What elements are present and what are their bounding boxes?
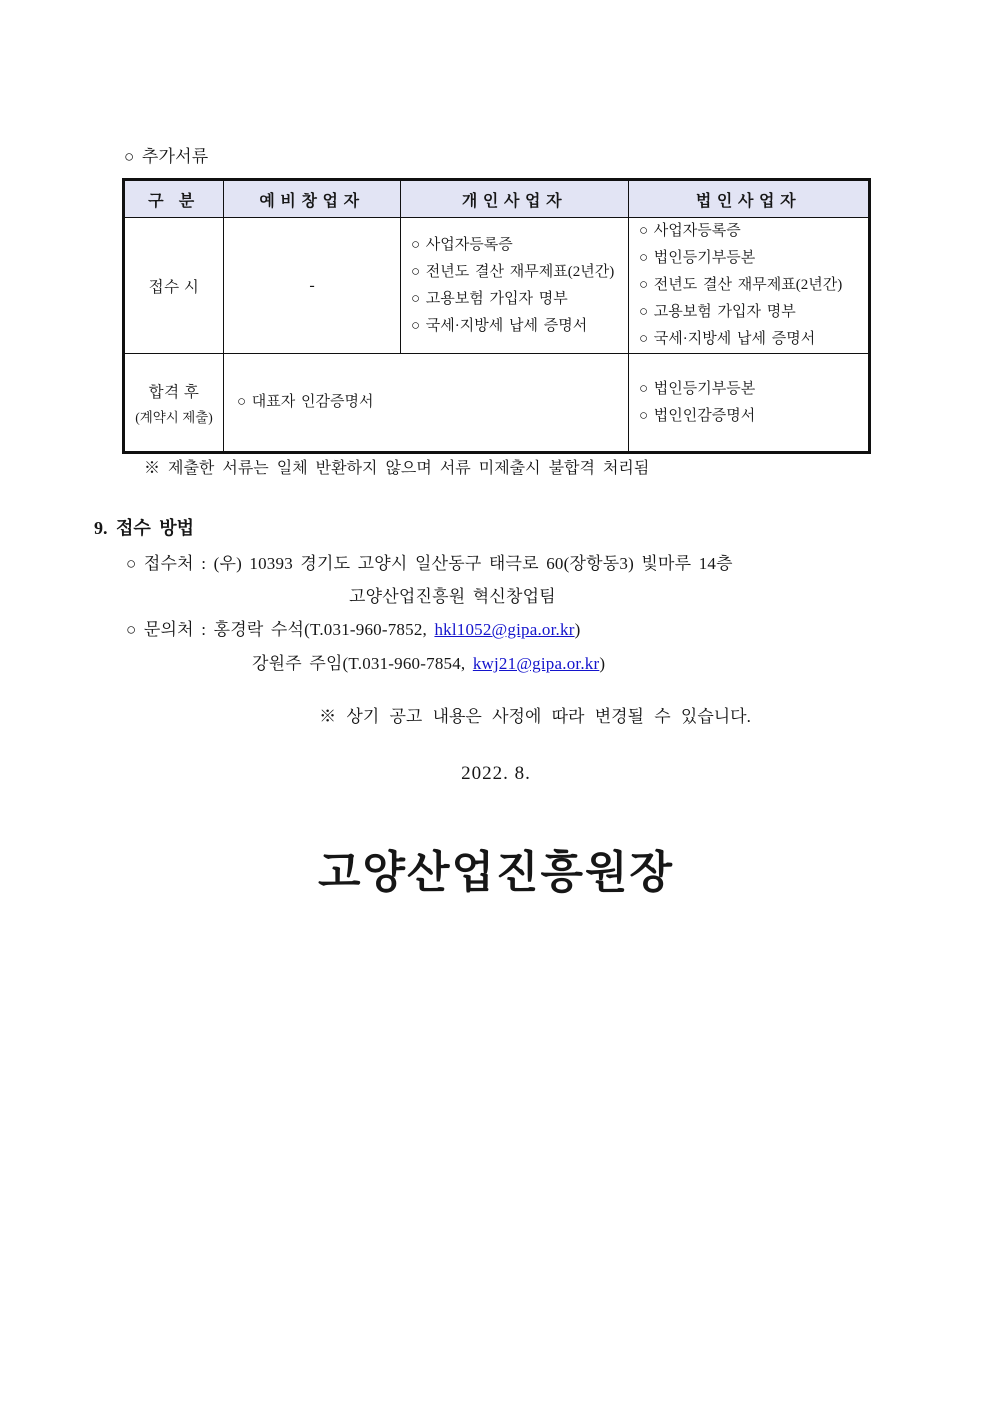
contact-line1 bbox=[126, 615, 580, 640]
row-label-after-pass-line2: (계약시 제출) bbox=[135, 409, 213, 425]
doc-list-item: ○ 고용보험 가입자 명부 bbox=[411, 290, 568, 307]
additional-docs-label: ○ 추가서류 bbox=[124, 147, 209, 166]
doc-list-item: ○ 국세·지방세 납세 증명서 bbox=[639, 331, 816, 347]
announcement-date: 2022. 8. bbox=[461, 763, 531, 784]
contact-line2 bbox=[252, 649, 605, 674]
issuer-signature: 고양산업진흥원장 bbox=[317, 848, 675, 897]
cell-merged-representative-docs bbox=[224, 354, 629, 453]
email-link-hkl1052[interactable]: hkl1052@gipa.or.kr bbox=[434, 620, 575, 639]
contact2-close-paren: ) bbox=[599, 654, 606, 673]
row-label-after-pass bbox=[124, 354, 224, 453]
doc-list-item: ○ 법인인감증명서 bbox=[639, 407, 756, 424]
doc-list-item: ○ 전년도 결산 재무제표(2년간) bbox=[639, 277, 843, 293]
doc-list-item: ○ 국세·지방세 납세 증명서 bbox=[411, 317, 588, 334]
doc-list-item: ○ 법인등기부등본 bbox=[639, 380, 756, 397]
reception-address-line2: 고양산업진흥원 혁신창업팀 bbox=[349, 587, 556, 606]
change-notice: ※ 상기 공고 내용은 사정에 따라 변경될 수 있습니다. bbox=[319, 707, 751, 726]
row-label-after-pass-line1: 합격 후 bbox=[148, 383, 200, 401]
additional-docs-table bbox=[122, 178, 871, 454]
reception-address-line1: ○ 접수처 : (우) 10393 경기도 고양시 일산동구 태극로 60(장항동3) 빛마루 14층 bbox=[126, 554, 733, 573]
doc-list-item: ○ 사업자등록증 bbox=[411, 236, 513, 253]
doc-list-item: ○ 대표자 인감증명서 bbox=[237, 394, 374, 410]
row-label-at-reception: 접수 시 bbox=[124, 218, 224, 354]
table-footnote: ※ 제출한 서류는 일체 반환하지 않으며 서류 미제출시 불합격 처리됨 bbox=[144, 460, 650, 477]
table-header-row bbox=[124, 180, 870, 218]
header-category: 구 분 bbox=[124, 180, 224, 218]
cell-corporate-docs bbox=[629, 218, 870, 354]
cell-corporate-docs-after-pass bbox=[629, 354, 870, 453]
doc-list-item: ○ 전년도 결산 재무제표(2년간) bbox=[411, 263, 615, 280]
cell-individual-docs bbox=[401, 218, 629, 354]
header-individual-business: 개인사업자 bbox=[401, 180, 629, 218]
contact1-text: ○ 문의처 : 홍경락 수석(T.031-960-7852, bbox=[126, 620, 435, 639]
doc-list-item: ○ 법인등기부등본 bbox=[639, 250, 756, 266]
section-9-heading: 9. 접수 방법 bbox=[94, 518, 195, 538]
doc-list-item: ○ 고용보험 가입자 명부 bbox=[639, 304, 796, 320]
cell-pre-founder-docs: - bbox=[224, 218, 401, 354]
table-row-at-reception bbox=[124, 218, 870, 354]
header-pre-founder: 예비창업자 bbox=[224, 180, 401, 218]
table-row-after-pass bbox=[124, 354, 870, 453]
email-link-kwj21[interactable]: kwj21@gipa.or.kr bbox=[472, 654, 600, 673]
contact2-text: 강원주 주임(T.031-960-7854, bbox=[252, 654, 473, 673]
header-corporate-business: 법인사업자 bbox=[629, 180, 870, 218]
doc-list-item: ○ 사업자등록증 bbox=[639, 223, 741, 239]
contact1-close-paren: ) bbox=[574, 620, 581, 639]
